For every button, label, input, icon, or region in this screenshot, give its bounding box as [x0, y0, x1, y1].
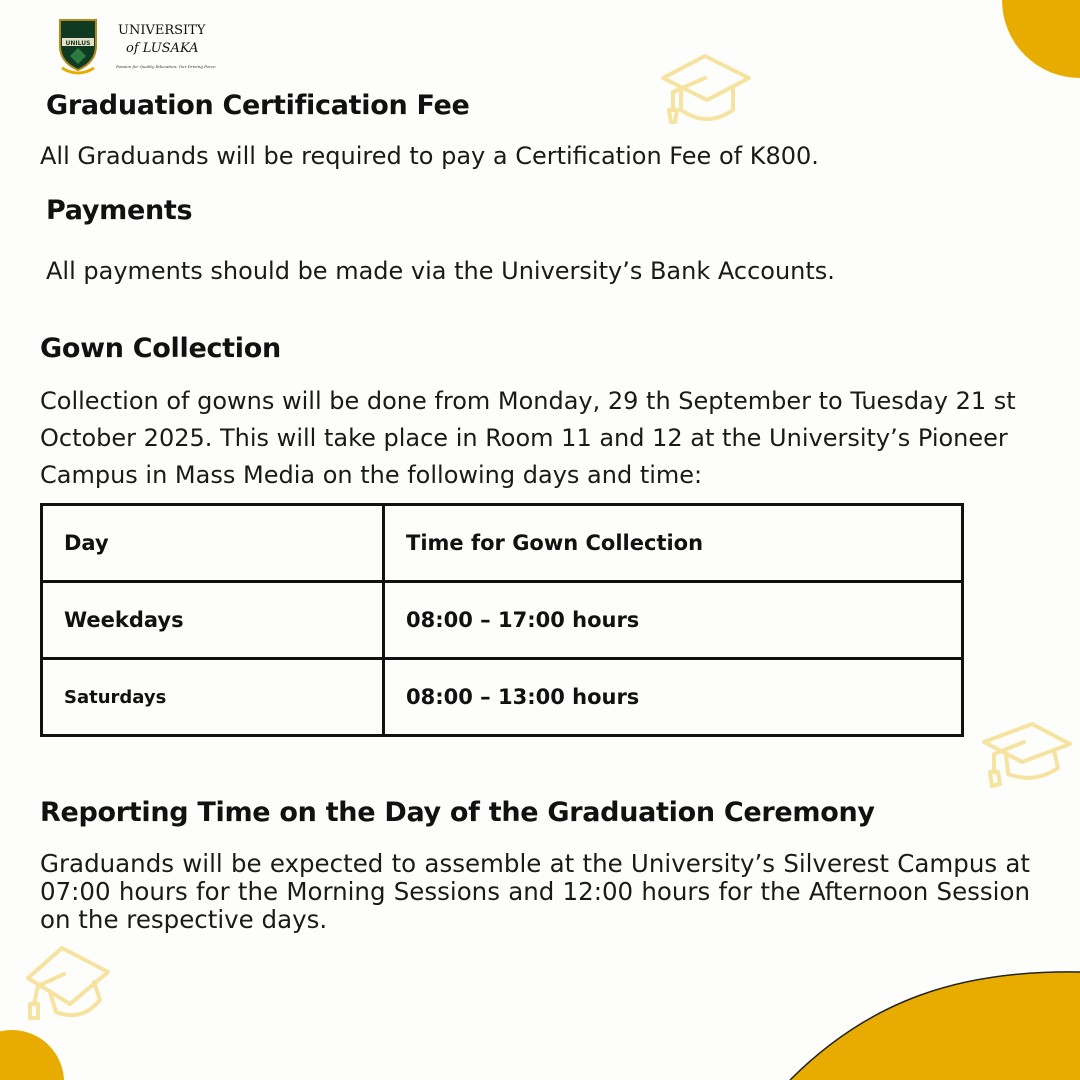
reporting-body: Graduands will be expected to assemble at the University’s Silverest Campus at 07:00 hours for the Morning Sessions and 12:00 hours for the Afternoon Session on the respective days. — [40, 849, 1030, 934]
university-name — [118, 22, 205, 58]
bottom-left-accent-shape — [0, 1030, 70, 1080]
fee-body: All Graduands will be required to pay a Certification Fee of K800. — [40, 142, 819, 170]
crest-text: UNILUS — [65, 40, 91, 47]
gown-body-line: October 2025. This will take place in Room 11 and 12 at the University’s Pioneer — [40, 424, 1008, 452]
table-cell-day: Weekdays — [42, 582, 384, 659]
university-name-line2: of LUSAKA — [126, 41, 199, 56]
graduation-cap-icon — [978, 720, 1074, 792]
graduation-cap-icon — [20, 942, 116, 1028]
table-cell-time: 08:00 – 13:00 hours — [384, 659, 963, 736]
gown-body — [40, 383, 1030, 494]
fee-heading: Graduation Certification Fee — [46, 90, 470, 121]
gown-body-line: Campus in Mass Media on the following days and time: — [40, 461, 703, 489]
reporting-heading: Reporting Time on the Day of the Graduation Ceremony — [40, 797, 875, 828]
table-cell-day: Saturdays — [42, 659, 384, 736]
university-name-line1: UNIVERSITY — [118, 23, 206, 38]
table-cell-time: 08:00 – 17:00 hours — [384, 582, 963, 659]
bottom-right-accent-shape — [780, 960, 1080, 1080]
table-header-row — [42, 505, 963, 582]
gown-collection-table — [40, 503, 964, 737]
table-header-time: Time for Gown Collection — [384, 505, 963, 582]
table-row — [42, 659, 963, 736]
payments-heading: Payments — [46, 195, 193, 226]
gown-body-line: Collection of gowns will be done from Monday, 29 th September to Tuesday 21 st — [40, 387, 1016, 415]
payments-body: All payments should be made via the University’s Bank Accounts. — [46, 257, 835, 285]
table-row — [42, 582, 963, 659]
university-logo — [56, 16, 216, 78]
university-crest-icon — [56, 16, 100, 76]
graduation-cap-icon — [655, 48, 755, 130]
table-header-day: Day — [42, 505, 384, 582]
university-motto: Passion for Quality Education: Our Driving Force — [116, 64, 216, 69]
gown-heading: Gown Collection — [40, 333, 281, 364]
top-right-accent-shape — [1000, 0, 1080, 80]
